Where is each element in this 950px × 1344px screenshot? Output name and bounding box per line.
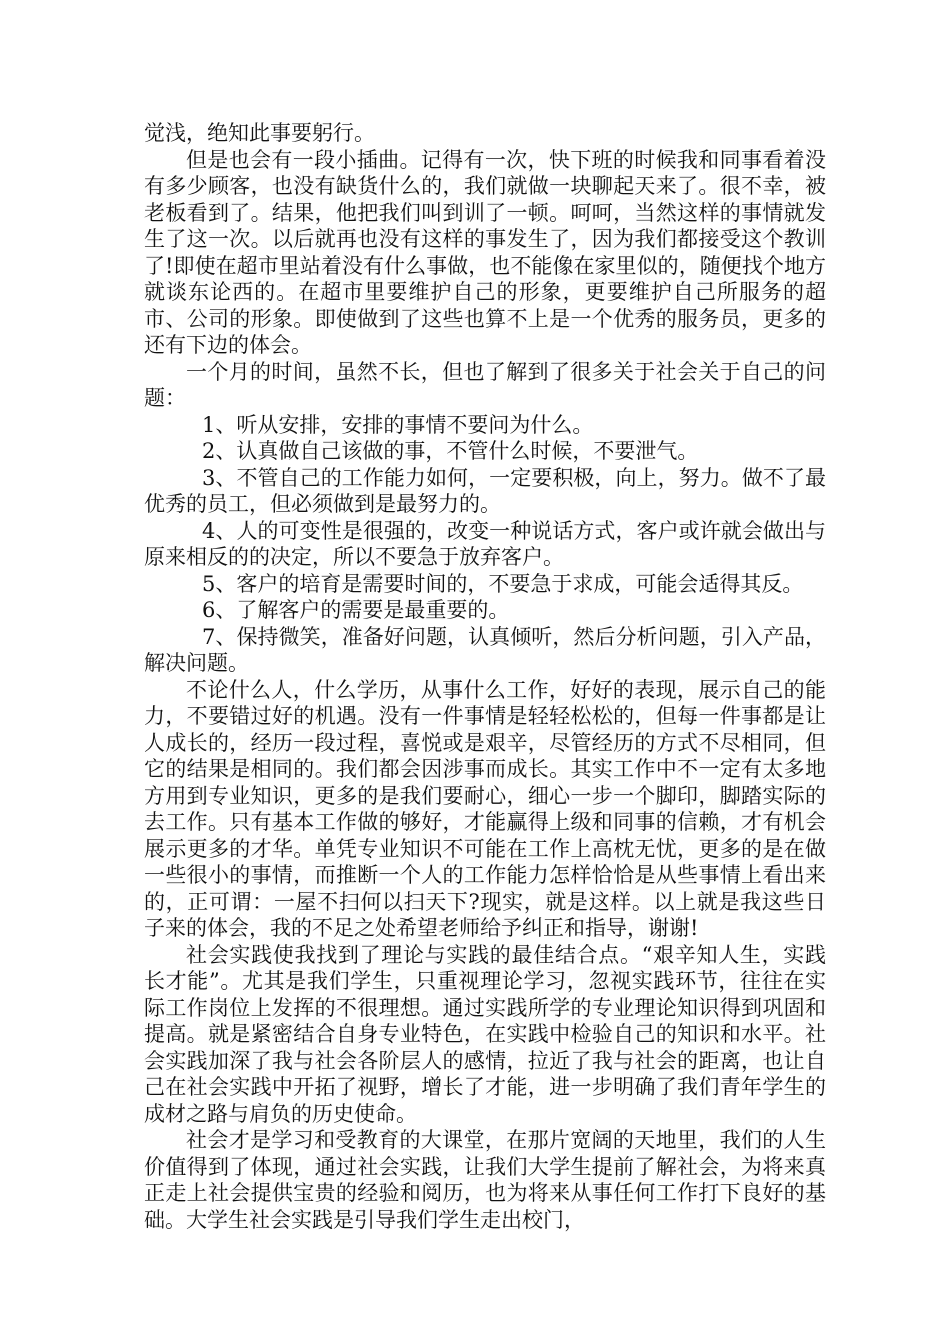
paragraph-reflection: 不论什么人，什么学历，从事什么工作，好好的表现，展示自己的能力，不要错过好的机遇。没有一件事情是轻轻松松的，但每一件事都是让人成长的，经历一段过程，喜悦或是艰辛，尽管经历的方式不尽相同，但它的结果是相同的。我们都会因涉事而成长。其实工作中不一定有太多地方用到专业知识，更多的是我们要耐心，细心一步一个脚印，脚踏实际的去工作。只有基本工作做的够好，才能赢得上级和同事的信赖，才有机会展示更多的才华。单凭专业知识不可能在工作上高枕无忧，更多的是在做一些很小的事情，而推断一个人的工作能力怎样恰恰是从些事情上看出来的，正可谓：一屋不扫何以扫天下?现实，就是这样。以上就是我这些日子来的体会，我的不足之处希望老师给予纠正和指导，谢谢! [144,677,826,940]
list-item-6: 6、了解客户的需要是最重要的。 [202,598,510,622]
paragraph-society-classroom: 社会才是学习和受教育的大课堂，在那片宽阔的天地里，我们的人生价值得到了体现，通过社会实践，让我们大学生提前了解社会，为将来真正走上社会提供宝贵的经验和阅历，也为将来从事任何工作打下良好的基础。大学生社会实践是引导我们学生走出校门， [144,1128,826,1232]
paragraph-continuation: 觉浅，绝知此事要躬行。 [144,121,375,145]
paragraph-incident: 但是也会有一段小插曲。记得有一次，快下班的时候我和同事看着没有多少顾客，也没有缺货什么的，我们就做一块聊起天来了。很不幸，被老板看到了。结果，他把我们叫到训了一顿。呵呵，当然这样的事情就发生了这一次。以后就再也没有这样的事发生了，因为我们都接受这个教训了!即使在超市里站着没有什么事做，也不能像在家里似的，随便找个地方就谈东论西的。在超市里要维护自己的形象，更要维护自己所服务的超市、公司的形象。即使做到了这些也算不上是一个优秀的服务员，更多的还有下边的体会。 [144,147,826,357]
document-page [144,120,826,1233]
paragraph-month-summary: 一个月的时间，虽然不长，但也了解到了很多关于社会关于自己的问题： [144,359,826,410]
list-item-3: 3、不管自己的工作能力如何，一定要积极，向上，努力。做不了最优秀的员工，但必须做到是最努力的。 [144,465,826,516]
list-item-1: 1、听从安排，安排的事情不要问为什么。 [202,412,594,437]
paragraph-practice-theory: 社会实践使我找到了理论与实践的最佳结合点。“艰辛知人生，实践长才能”。尤其是我们学生，只重视理论学习，忽视实践环节，往往在实际工作岗位上发挥的不很理想。通过实践所学的专业理论知识得到巩固和提高。就是紧密结合自身专业特色，在实践中检验自己的知识和水平。社会实践加深了我与社会各阶层人的感情，拉近了我与社会的距离，也让自己在社会实践中开拓了视野，增长了才能，进一步明确了我们青年学生的成材之路与肩负的历史使命。 [144,942,826,1126]
list-item-4: 4、人的可变性是很强的，改变一种说话方式，客户或许就会做出与原来相反的的决定，所以不要急于放弃客户。 [144,518,826,569]
list-item-5: 5、客户的培育是需要时间的，不要急于求成，可能会适得其反。 [202,571,804,596]
list-item-7: 7、保持微笑，准备好问题，认真倾听，然后分析问题，引入产品，解决问题。 [144,624,826,675]
list-item-2: 2、认真做自己该做的事，不管什么时候，不要泄气。 [202,439,699,463]
